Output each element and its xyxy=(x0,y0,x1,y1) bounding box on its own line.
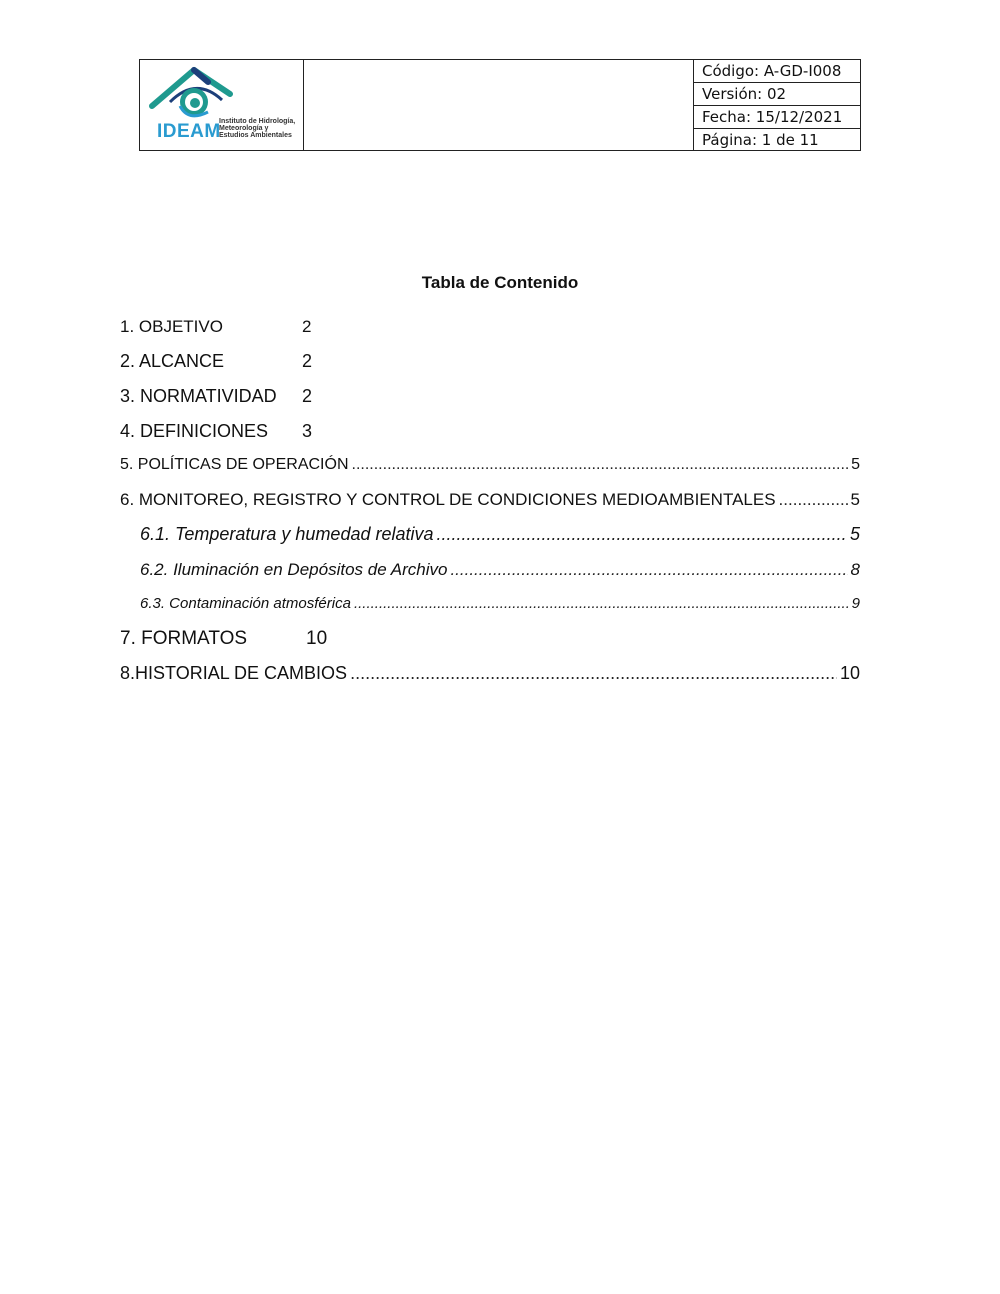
toc-entry-page: 2 xyxy=(302,386,313,406)
toc-leader-dots xyxy=(352,456,849,474)
toc-leader-dots xyxy=(354,595,849,612)
toc-entry-page: 3 xyxy=(302,421,313,441)
toc-entry-formatos[interactable] xyxy=(120,628,860,650)
toc-entry-monitoreo[interactable] xyxy=(120,490,860,510)
document-date: Fecha: 15/12/2021 xyxy=(694,106,860,129)
toc-entry-page: 5 xyxy=(849,524,860,544)
toc-entry-definiciones[interactable] xyxy=(120,421,860,442)
toc-entry-page: 2 xyxy=(302,317,312,336)
toc-entry-page: 9 xyxy=(851,595,860,612)
logo-cell xyxy=(140,60,304,150)
toc-entry-label: 7. FORMATOS xyxy=(120,628,248,649)
logo-subtitle: Instituto de Hidrología, Meteorología y Estudios Ambientales xyxy=(219,118,296,139)
toc-entry-label: 6.2. Iluminación en Depósitos de Archivo xyxy=(140,560,448,579)
toc-entry-label: 8.HISTORIAL DE CAMBIOS xyxy=(120,663,348,683)
toc-entry-page: 8 xyxy=(850,560,860,579)
document-version: Versión: 02 xyxy=(694,83,860,106)
toc-entry-objetivo[interactable] xyxy=(120,317,860,337)
toc-leader-dots xyxy=(450,560,847,580)
toc-entry-page: 5 xyxy=(850,490,860,509)
toc-entry-label: 6.3. Contaminación atmosférica xyxy=(140,595,351,612)
toc-leader-dots xyxy=(350,663,837,684)
logo-wordmark: IDEAM xyxy=(157,121,221,142)
toc-title: Tabla de Contenido xyxy=(421,273,579,292)
toc-entry-label: 5. POLÍTICAS DE OPERACIÓN xyxy=(120,456,349,473)
toc-leader-dots xyxy=(437,524,847,545)
toc-entry-page: 10 xyxy=(839,663,860,683)
toc-entry-temperatura[interactable] xyxy=(140,524,860,545)
toc-entry-label: 4. DEFINICIONES xyxy=(120,421,269,441)
toc-leader-dots xyxy=(779,490,848,510)
toc-entry-normatividad[interactable] xyxy=(120,386,860,407)
toc-entry-label: 6.1. Temperatura y humedad relativa xyxy=(140,524,434,544)
toc-entry-politicas[interactable] xyxy=(120,456,860,474)
toc-entry-alcance[interactable] xyxy=(120,351,860,372)
toc-entry-label: 3. NORMATIVIDAD xyxy=(120,386,277,406)
toc-entry-label: 1. OBJETIVO xyxy=(120,317,223,336)
document-metadata xyxy=(694,60,860,150)
toc-entry-iluminacion[interactable] xyxy=(140,560,860,580)
document-header-table xyxy=(139,59,861,151)
toc-entry-contaminacion[interactable] xyxy=(140,595,860,612)
toc-entry-historial[interactable] xyxy=(120,663,860,684)
toc-entry-label: 2. ALCANCE xyxy=(120,351,225,371)
page-number: Página: 1 de 11 xyxy=(702,131,819,149)
toc-entry-page: 5 xyxy=(851,456,860,473)
toc-entry-page: 10 xyxy=(306,628,328,649)
ideam-logo-icon xyxy=(148,66,288,124)
toc-entry-page: 2 xyxy=(302,351,313,371)
header-title-cell xyxy=(304,60,694,150)
document-code: Código: A-GD-I008 xyxy=(694,60,860,83)
toc-entry-label: 6. MONITOREO, REGISTRO Y CONTROL DE CONDICIONES MEDIOAMBIENTALES xyxy=(120,490,776,509)
